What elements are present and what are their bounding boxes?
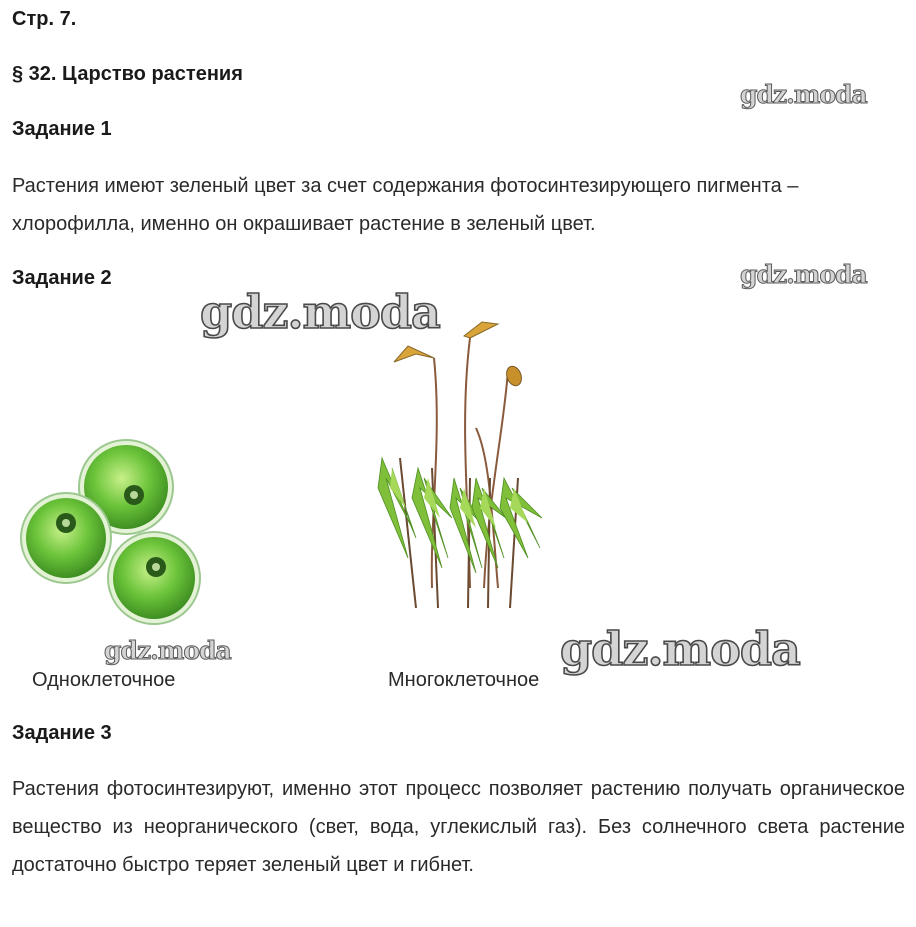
unicellular-algae-image — [14, 425, 214, 630]
multicellular-moss-image — [372, 318, 552, 618]
task-2-heading: Задание 2 — [12, 267, 112, 289]
caption-multicellular: Многоклеточное — [388, 669, 540, 691]
watermark-4: gdz.moda — [104, 636, 231, 665]
page-label: Стр. 7. — [12, 8, 77, 30]
watermark-1: gdz.moda — [740, 80, 867, 109]
task-1-text: Растения имеют зеленый цвет за счет содержания фотосинтезирующего пигмента – хлорофилла, именно он окрашивает растение в зеленый цвет. — [12, 175, 799, 235]
task-3-text: Растения фотосинтезируют, именно этот процесс позволяет растению получать органическое вещество из неорганического (свет, вода, углекислый газ). Без солнечного света растение достаточно быстро теряет зеленый цвет и гибнет. — [12, 778, 905, 876]
section-title: § 32. Царство растения — [12, 63, 243, 85]
cell-bottom — [108, 532, 200, 624]
task-3-heading: Задание 3 — [12, 722, 112, 744]
watermark-3: gdz.moda — [200, 285, 440, 339]
cell-left — [21, 493, 111, 583]
watermark-5: gdz.moda — [560, 622, 800, 676]
moss-leafy-shoots — [378, 458, 542, 608]
caption-unicellular: Одноклеточное — [32, 669, 176, 691]
watermark-2: gdz.moda — [740, 260, 867, 289]
task-1-heading: Задание 1 — [12, 118, 112, 140]
